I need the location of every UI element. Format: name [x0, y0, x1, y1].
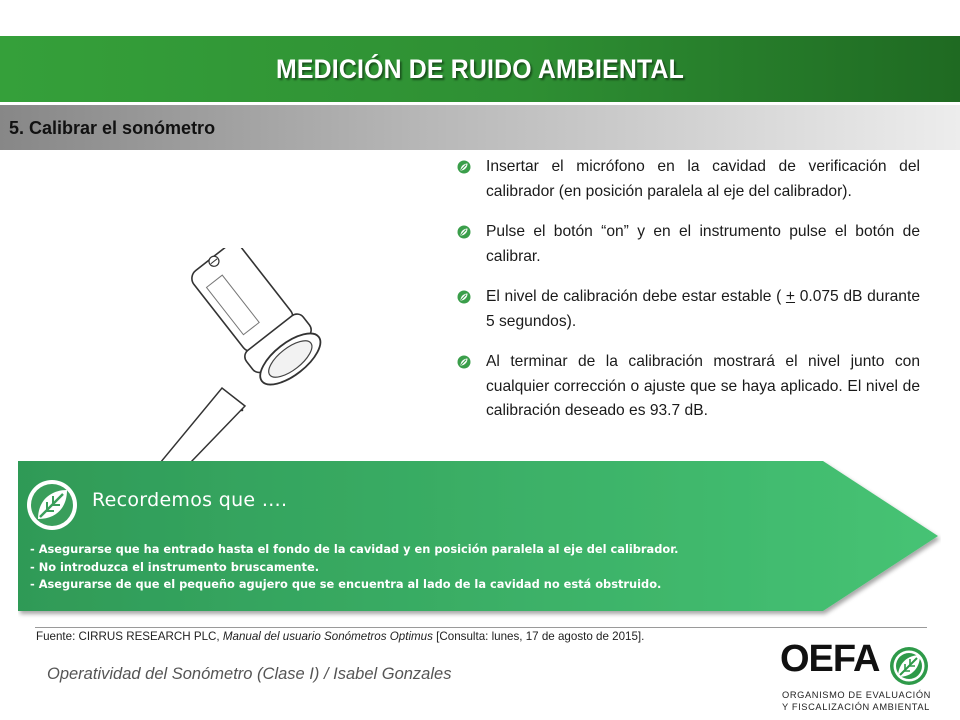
instruction-text: +	[785, 288, 796, 305]
oefa-leaf-icon	[889, 646, 929, 686]
footer-caption: Operatividad del Sonómetro (Clase I) / Isabel Gonzales	[47, 665, 452, 683]
instruction-item	[450, 285, 920, 334]
logo-line-1: ORGANISMO DE EVALUACIÓN	[782, 690, 931, 700]
section-bar	[0, 105, 960, 150]
source-suffix: [Consulta: lunes, 17 de agosto de 2015].	[432, 630, 645, 643]
section-title: 5. Calibrar el sonómetro	[9, 118, 216, 138]
instruction-text: Al terminar de la calibración mostrará el nivel junto con cualquier corrección o ajuste que se haya aplicado. El nivel de calibración deseado es 93.7 dB.	[486, 353, 920, 419]
check-leaf-icon	[457, 355, 471, 369]
source-prefix: Fuente: CIRRUS RESEARCH PLC,	[36, 630, 223, 643]
source-title: Manual del usuario Sonómetros Optimus	[222, 630, 433, 643]
logo-wordmark: OEFA	[780, 638, 880, 680]
instruction-text: Pulse el botón “on” y en el instrumento pulse el botón de calibrar.	[486, 223, 920, 265]
check-leaf-icon	[457, 160, 471, 174]
reminder-line: - No introduzca el instrumento bruscamente.	[30, 559, 320, 574]
reminder-line: - Asegurarse que ha entrado hasta el fondo de la cavidad y en posición paralela al eje del calibrador.	[30, 542, 679, 556]
instruction-text: 0.075 dB durante 5 segundos).	[486, 288, 920, 330]
instruction-item	[450, 155, 920, 204]
instruction-list	[450, 155, 920, 440]
reminder-callout	[18, 461, 941, 621]
leaf-icon	[25, 478, 79, 532]
reminder-title: Recordemos que ….	[92, 489, 288, 511]
page-title: MEDICIÓN DE RUIDO AMBIENTAL	[276, 54, 684, 84]
reminder-lines	[30, 541, 910, 594]
source-citation	[36, 630, 796, 643]
instruction-text: Insertar el micrófono en la cavidad de verificación del calibrador (en posición paralela al eje del calibrador).	[486, 158, 920, 200]
instruction-item	[450, 350, 920, 424]
logo-line-2: Y FISCALIZACIÓN AMBIENTAL	[782, 702, 930, 712]
title-bar	[0, 36, 960, 102]
footer-divider	[35, 627, 927, 628]
reminder-line: - Asegurarse de que el pequeño agujero que se encuentra al lado de la cavidad no está obstruido.	[30, 577, 662, 591]
check-leaf-icon	[457, 225, 471, 239]
oefa-logo	[780, 638, 931, 714]
instruction-text: El nivel de calibración debe estar estable (	[486, 288, 786, 305]
check-leaf-icon	[457, 290, 471, 304]
instruction-item	[450, 220, 920, 269]
calibrator-image	[160, 248, 400, 463]
